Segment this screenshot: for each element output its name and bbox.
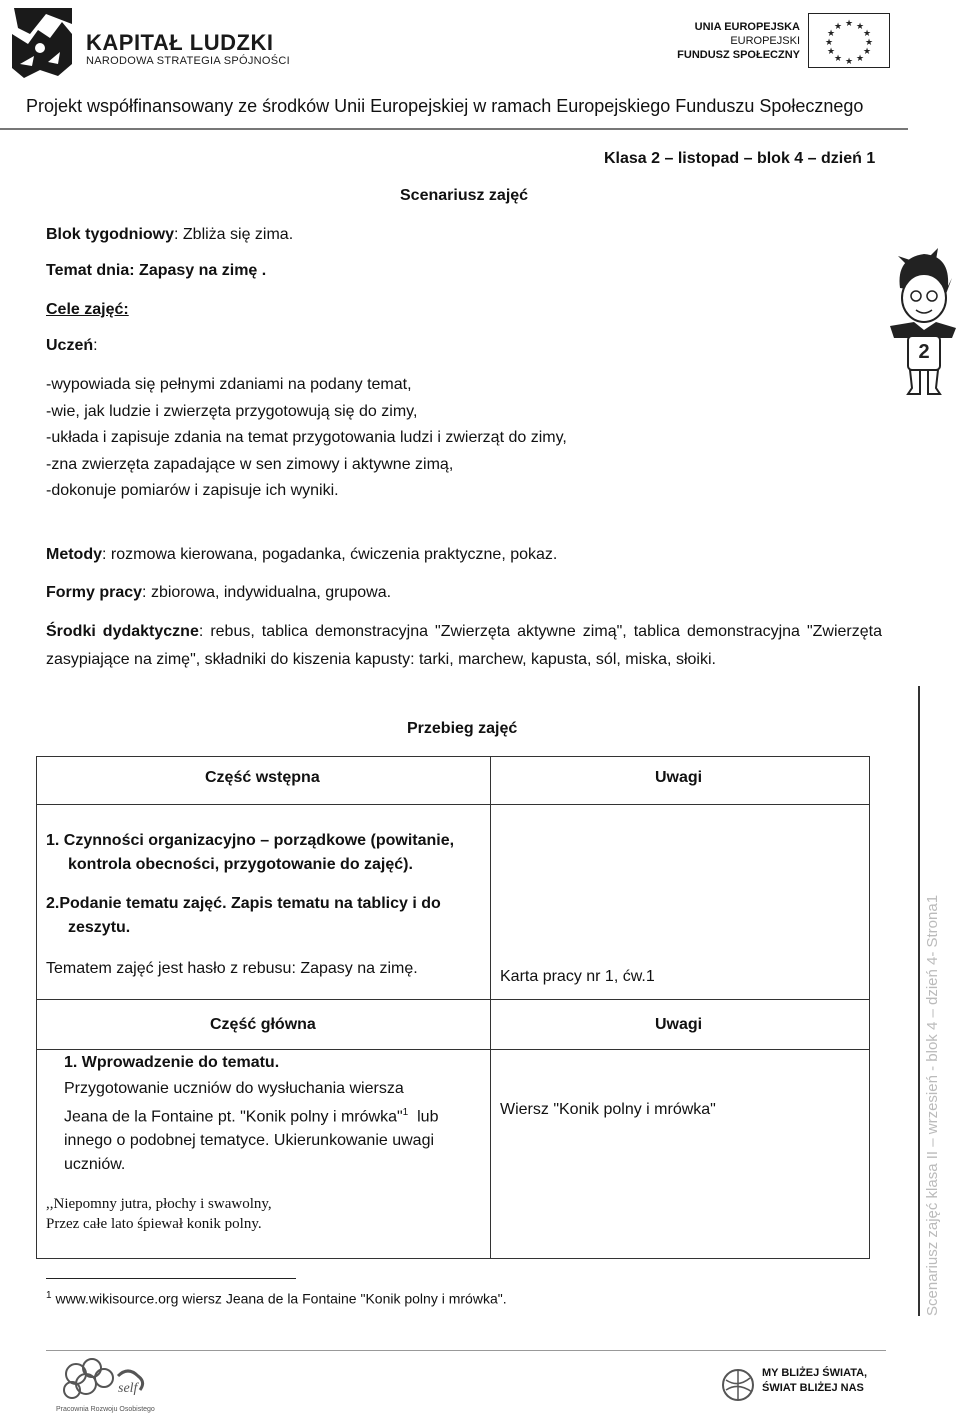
czesc-wstepna-heading: Część wstępna [205, 769, 320, 786]
poem-line: ,,Niepomny jutra, płochy i swawolny, [46, 1196, 272, 1212]
svg-text:★: ★ [824, 38, 834, 48]
mascot-illustration [886, 248, 960, 398]
poem-excerpt [46, 1194, 272, 1234]
blok-label: Blok tygodniowy [46, 226, 174, 243]
self-logo-caption: Pracownia Rozwoju Osobistego [56, 1406, 155, 1413]
svg-text:★: ★ [833, 54, 843, 64]
class-info: Klasa 2 – listopad – blok 4 – dzień 1 [604, 150, 876, 167]
goals-list [46, 372, 567, 505]
svg-text:self: self [118, 1381, 138, 1396]
wprowadzenie-line: uczniów. [64, 1156, 126, 1174]
svg-text:★: ★ [855, 54, 865, 64]
uwagi-heading: Uwagi [655, 769, 703, 786]
svg-text:★: ★ [826, 29, 836, 39]
table-cell2-right [490, 1049, 870, 1259]
formy-label: Formy pracy [46, 584, 143, 601]
goal-item: -wie, jak ludzie i zwierzęta przygotowują się do zimy, [46, 402, 418, 420]
footnote-text: www.wikisource.org wiersz Jeana de la Fontaine "Konik polny i mrówka". [51, 1290, 507, 1307]
kapital-ludzki-title: KAPITAŁ LUDZKI [86, 30, 274, 55]
eu-flag-icon [808, 13, 890, 68]
svg-text:★: ★ [855, 22, 865, 32]
eu-label-line1: UNIA EUROPEJSKA [694, 21, 800, 33]
side-page-label: Scenariusz zajęć klasa II – wrzesień - blok 4 – dzień 4- Strona1 [924, 894, 941, 1316]
blok-line [46, 222, 293, 248]
uczen-label: Uczeń [46, 337, 94, 354]
self-logo [56, 1356, 166, 1418]
svg-text:★: ★ [826, 47, 836, 57]
uwagi-heading-2: Uwagi [655, 1016, 703, 1033]
wprowadzenie-line-text: Jeana de la Fontaine pt. "Konik polny i mrówka" [64, 1108, 403, 1126]
formy-line [46, 580, 391, 606]
wprowadzenie-text [64, 1077, 438, 1177]
eu-label-line2: EUROPEJSKI [730, 35, 800, 47]
wprowadzenie-line: Przygotowanie uczniów do wysłuchania wiersza [64, 1080, 404, 1097]
karta-pracy-note: Karta pracy nr 1, ćw.1 [500, 968, 655, 985]
kapital-ludzki-subtitle: NARODOWA STRATEGIA SPÓJNOŚCI [86, 55, 290, 67]
footnote-number: 1 [46, 1290, 52, 1301]
wprowadzenie-line: innego o podobnej tematyce. Ukierunkowanie uwagi [64, 1132, 435, 1150]
footnote-ref: 1 [402, 1107, 409, 1118]
metody-value: : rozmowa kierowana, pogadanka, ćwiczenia praktyczne, pokaz. [102, 546, 558, 563]
my-blizej-swiata-text [762, 1366, 867, 1396]
wprowadzenie-line [64, 1101, 438, 1129]
goal-item: -zna zwierzęta zapadające w sen zimowy i aktywne zimą, [46, 455, 454, 473]
srodki-value: : rebus, tablica demonstracyjna "Zwierzęta aktywne zimą", tablica demonstracyjna "Zwierzęta zasypiające na zimę", składniki do kiszenia kapusty: tarki, marchew, kapusta, sól, miska, słoiki. [46, 623, 882, 668]
srodki-paragraph [46, 618, 882, 674]
metody-line [46, 542, 557, 568]
mbs-line2: ŚWIAT BLIŻEJ NAS [762, 1382, 864, 1394]
eu-label-line3: FUNDUSZ SPOŁECZNY [677, 49, 800, 61]
przebieg-heading: Przebieg zajęć [407, 720, 518, 737]
blok-value: : Zbliża się zima. [174, 226, 294, 243]
srodki-label: Środki dydaktyczne [46, 623, 199, 640]
cele-label: Cele zajęć: [46, 301, 129, 318]
step-1-line2: kontrola obecności, przygotowanie do zajęć). [68, 856, 413, 873]
svg-text:★: ★ [862, 47, 872, 57]
formy-value: : zbiorowa, indywidualna, grupowa. [142, 584, 392, 601]
svg-text:★: ★ [862, 29, 872, 39]
header-divider [0, 128, 908, 130]
mascot-number: 2 [918, 341, 930, 363]
footnote [46, 1290, 507, 1307]
wprowadzenie-title: 1. Wprowadzenie do tematu. [64, 1054, 280, 1071]
svg-text:★: ★ [864, 38, 874, 48]
poem-line: Przez całe lato śpiewał konik polny. [46, 1216, 262, 1232]
goal-item: -układa i zapisuje zdania na temat przygotowania ludzi i zwierząt do zimy, [46, 429, 567, 447]
topic-rebus: Tematem zajęć jest hasło z rebusu: Zapasy na zimę. [46, 960, 418, 977]
goal-item: -dokonuje pomiarów i zapisuje ich wyniki. [46, 482, 339, 500]
svg-text:★: ★ [833, 22, 843, 32]
svg-text:★: ★ [844, 19, 854, 29]
uczen-line [46, 333, 98, 359]
goal-item: -wypowiada się pełnymi zdaniami na podany temat, [46, 376, 412, 393]
step-2-line2: zeszytu. [68, 919, 131, 936]
svg-text:★: ★ [844, 57, 854, 67]
czesc-glowna-heading: Część główna [210, 1016, 316, 1033]
step-2-line1: 2.Podanie tematu zajęć. Zapis tematu na tablicy i do [46, 895, 441, 912]
wiersz-note: Wiersz "Konik polny i mrówka" [500, 1101, 716, 1118]
temat-line: Temat dnia: Zapasy na zimę . [46, 262, 267, 279]
uczen-colon: : [93, 337, 98, 354]
mbs-line1: MY BLIŻEJ ŚWIATA, [762, 1367, 868, 1379]
kapital-ludzki-logo [10, 4, 76, 82]
side-divider [918, 686, 920, 1316]
metody-label: Metody [46, 546, 102, 563]
footer-divider [46, 1350, 886, 1351]
wprowadzenie-line-tail: lub [408, 1108, 439, 1126]
step-1-line1: 1. Czynności organizacyjno – porządkowe (powitanie, [46, 832, 455, 849]
eu-fund-label [640, 20, 800, 62]
project-cofinancing-line: Projekt współfinansowany ze środków Unii Europejskiej w ramach Europejskiego Funduszu Społecznego [26, 96, 864, 116]
document-title: Scenariusz zajęć [400, 187, 529, 204]
footnote-divider [46, 1278, 296, 1279]
